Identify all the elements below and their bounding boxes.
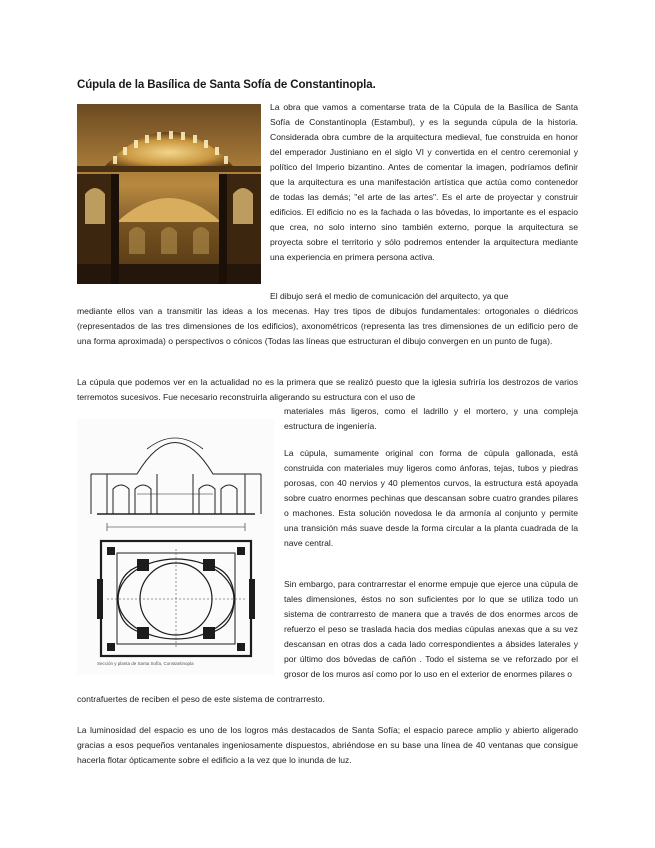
interior-photo bbox=[77, 104, 261, 284]
paragraph-counterthrust: Sin embargo, para contrarrestar el enorme empuje que ejerce una cúpula de tales dimensiones, éstos no son suficientes por lo que se utiliza todo un sistema de contrarresto de manera que a través de dos enormes arcos de refuerzo el peso se traslada hacia dos medias cúpulas anexas que a su vez descansan en otras dos a cada lado correspondientes a ábsides laterales y por último dos bóvedas de cañón . Todo el sistema se ve reforzado por el grosor de los muros así como por lo uso en el exterior de enormes pilares o bbox=[284, 579, 578, 679]
page-title: Cúpula de la Basílica de Santa Sofía de Constantinopla. bbox=[77, 79, 376, 91]
paragraph-dome-structure: La cúpula, sumamente original con forma de cúpula gallonada, está construida con materiales muy ligeros como ánforas, tejas, tubos y piedras porosas, con 40 nervios y 40 plementos curvos, la estructura está apoyada sobre cuatro enormes pechinas que descansan sobre cuatro grandes pilares o machones. Esta solución novedosa le da armonía al conjunto y permite una transición más suave desde la forma circular a la planta cuadrada de la nave central. bbox=[284, 448, 578, 548]
paragraph-dome-history: La cúpula que podemos ver en la actualidad no es la primera que se realizó puesto que la iglesia sufriría los destrozos de varios terremotos sucesivos. Fue necesario reconstruirla aligerando su estructura con el uso de bbox=[77, 377, 578, 402]
paragraph-dome-materials: materiales más ligeros, como el ladrillo y el mortero, y una compleja estructura de ingeniería. bbox=[284, 406, 578, 431]
paragraph-drawing-intro: El dibujo será el medio de comunicación del arquitecto, ya que bbox=[270, 291, 509, 301]
paragraph-luminosity: La luminosidad del espacio es uno de los logros más destacados de Santa Sofía; el espacio parece amplio y abierto aligerado gracias a esos pequeños ventanales ingeniosamente dispuestos, abriéndose en su base una línea de 40 ventanas que consigue hacerla flotar ópticamente sobre el edificio a la vez que lo inunda de luz. bbox=[77, 725, 578, 765]
paragraph-drawing: mediante ellos van a transmitir las ideas a los mecenas. Hay tres tipos de dibujos fundamentales: ortogonales o diédricos (representados de las tres dimensiones de los edificios), axonométricos (representa las tres dimensiones de un edificio pero de una forma aproximada) o perspectivos o cónicos (Todas las líneas que estructuran el dibujo convergen en un punto de fuga). bbox=[77, 306, 578, 346]
section-plan-drawing bbox=[77, 419, 274, 675]
paragraph-buttresses: contrafuertes de reciben el peso de este sistema de contrarresto. bbox=[77, 694, 325, 704]
drawing-caption: Sección y planta de Santa Sofía, Constantinopla bbox=[97, 661, 194, 666]
paragraph-intro: La obra que vamos a comentarse trata de la Cúpula de la Basílica de Santa Sofía de Constantinopla (Estambul), y es la segunda cúpula de la historia. Considerada obra cumbre de la arquitectura medieval, fue construida en honor del emperador Justiniano en el siglo VI y convertida en el centro ceremonial y político del Imperio bizantino. Antes de comentar la imagen, podríamos definir que la arquitectura es una manifestación artística que actúa como contenedor de todas las demás; "el arte de las artes". Es el arte de proyectar y construir edificios. El edificio no es la fachada o las bóvedas, lo importante es el espacio que crea, no solo interno sino también externo, porque la arquitectura se proyecta sobre el territorio y sólo podremos entender la arquitectura mediante una experiencia en primera persona activa. bbox=[270, 102, 578, 262]
